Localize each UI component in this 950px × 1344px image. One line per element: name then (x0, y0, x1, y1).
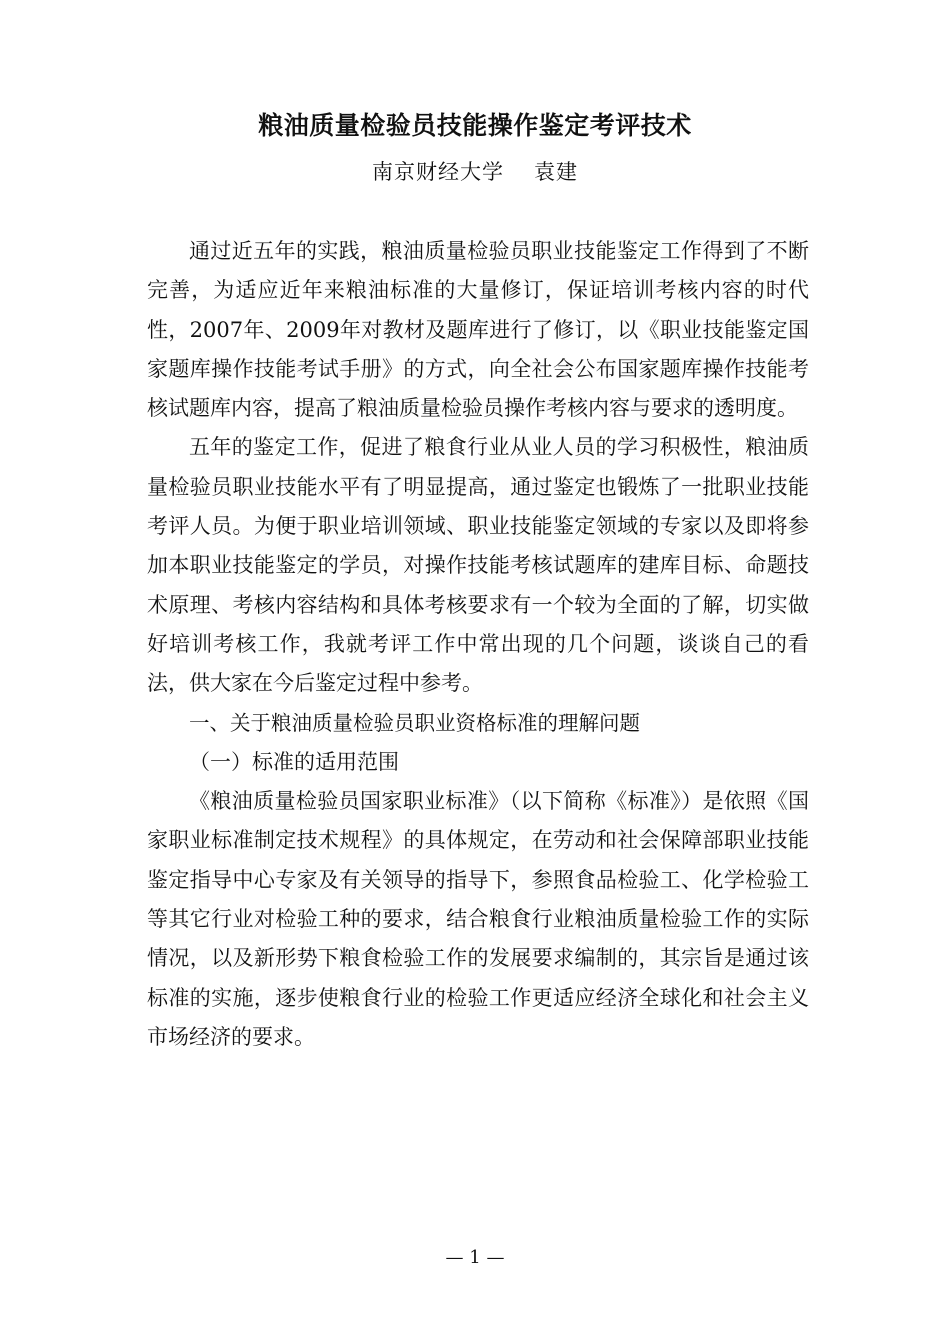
body-paragraph-1: 通过近五年的实践，粮油质量检验员职业技能鉴定工作得到了不断完善，为适应近年来粮油标准的大量修订，保证培训考核内容的时代性，2007年、2009年对教材及题库进行了修订，以《职业技能鉴定国家题库操作技能考试手册》的方式，向全社会公布国家题库操作技能考核试题库内容，提高了粮油质量检验员操作考核内容与要求的透明度。 (147, 239, 809, 421)
author-line (0, 154, 950, 190)
subsection-paragraph: 《粮油质量检验员国家职业标准》（以下简称《标准》）是依照《国家职业标准制定技术规程》的具体规定，在劳动和社会保障部职业技能鉴定指导中心专家及有关领导的指导下，参照食品检验工、化学检验工等其它行业对检验工种的要求，结合粮食行业粮油质量检验工作的实际情况，以及新形势下粮食检验工作的发展要求编制的，其宗旨是通过该标准的实施，逐步使粮食行业的检验工作更适应经济全球化和社会主义市场经济的要求。 (147, 789, 809, 1049)
document-body (147, 232, 809, 1057)
page-number: — 1 — (445, 1247, 505, 1268)
author-name: 袁建 (534, 160, 578, 184)
subsection-heading: （一）标准的适用范围 (189, 749, 399, 774)
section-heading: 一、关于粮油质量检验员职业资格标准的理解问题 (189, 710, 640, 735)
document-title: 粮油质量检验员技能操作鉴定考评技术 (258, 111, 692, 140)
author-affiliation: 南京财经大学 (372, 160, 504, 184)
body-paragraph-2: 五年的鉴定工作，促进了粮食行业从业人员的学习积极性，粮油质量检验员职业技能水平有了明显提高，通过鉴定也锻炼了一批职业技能考评人员。为便于职业培训领域、职业技能鉴定领域的专家以及即将参加本职业技能鉴定的学员，对操作技能考核试题库的建库目标、命题技术原理、考核内容结构和具体考核要求有一个较为全面的了解，切实做好培训考核工作，我就考评工作中常出现的几个问题，谈谈自己的看法，供大家在今后鉴定过程中参考。 (147, 435, 809, 696)
